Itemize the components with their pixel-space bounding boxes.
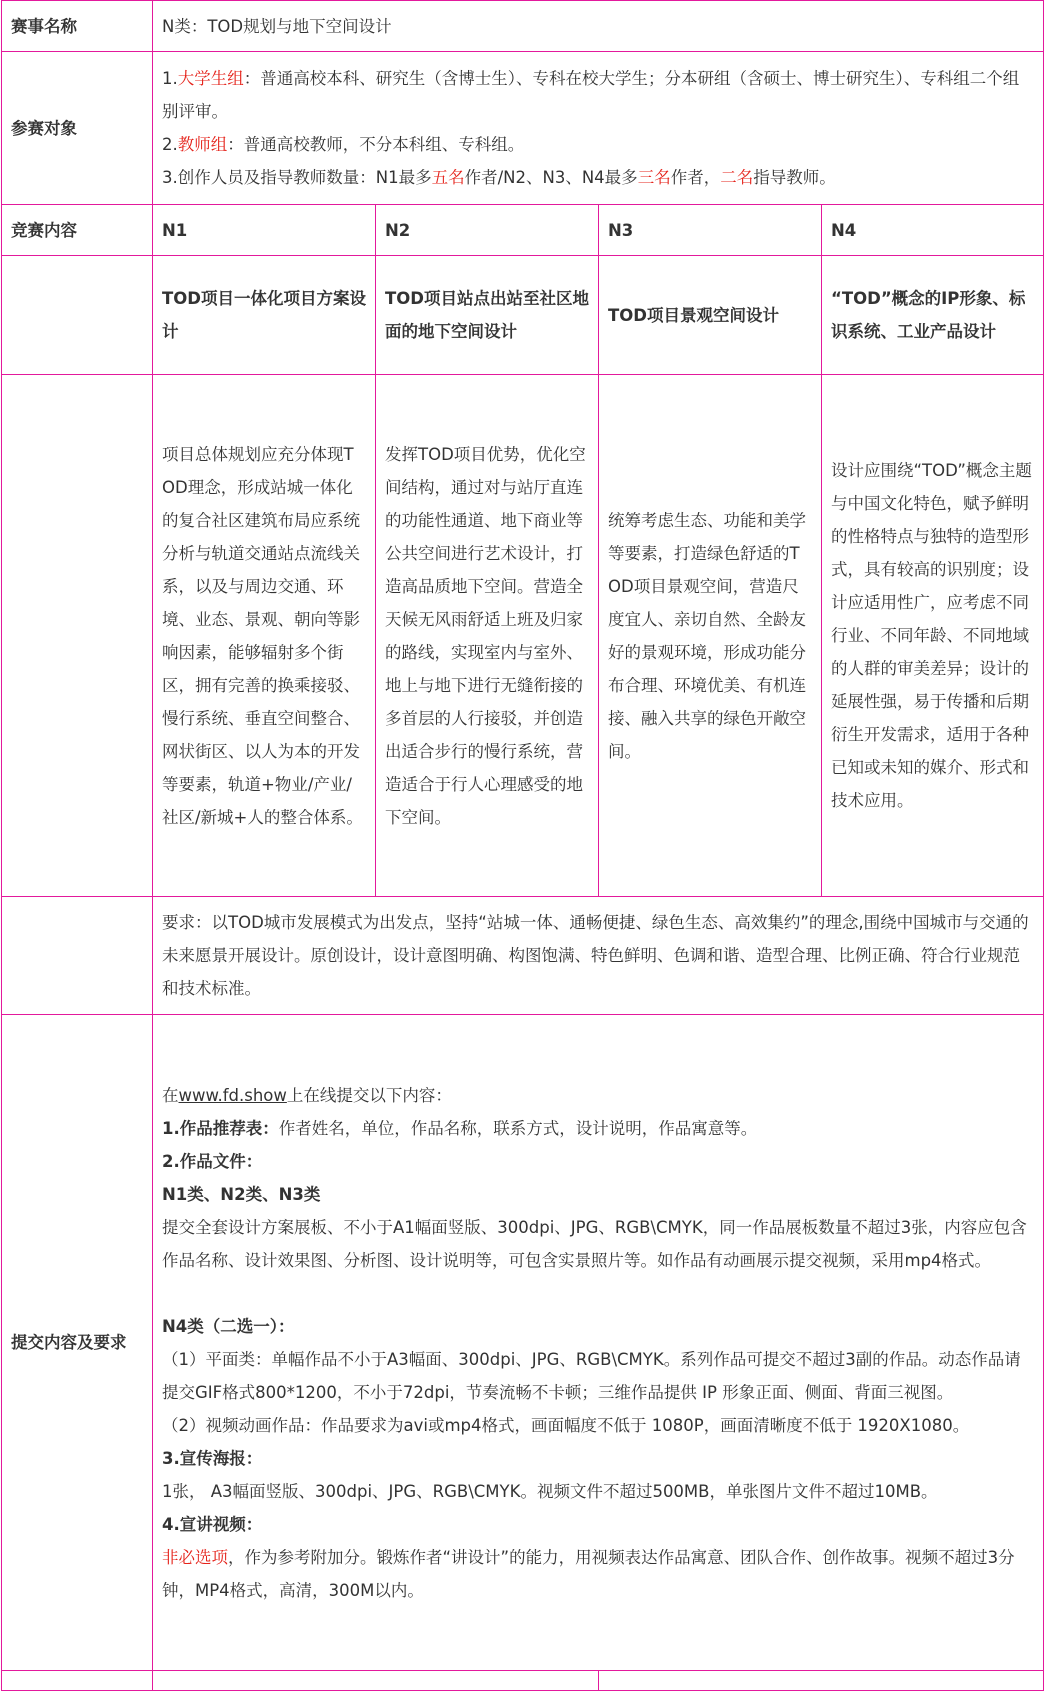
requirement-label-empty: [2, 897, 153, 1015]
n123-text: 提交全套设计方案展板、不小于A1幅面竖版、300dpi、JPG、RGB\CMYK，同一作品展板数量不超过3张，内容应包含作品名称、设计效果图、分析图、设计说明等，可包含实景照片等。如作品有动画展示提交视频，采用mp4格式。: [162, 1217, 1027, 1270]
col-n2: N2: [376, 205, 599, 256]
two-teachers-highlight: 二名: [720, 168, 754, 187]
row-participants: [2, 52, 1044, 205]
participants-line-2: [162, 128, 1034, 161]
submission-item-2-title: 2.作品文件：: [162, 1151, 263, 1171]
l3-text-b: 作者/N2、N3、N4最多: [464, 168, 638, 187]
n123-title: N1类、N2类、N3类: [162, 1184, 321, 1204]
col-n4: N4: [822, 205, 1044, 256]
participants-label: 参赛对象: [2, 52, 153, 205]
submission-item-4-text: [162, 1541, 1034, 1607]
desc-n1: 项目总体规划应充分体现TOD理念，形成站城一体化的复合社区建筑布局应系统分析与轨道交通站点流线关系，以及与周边交通、环境、业态、景观、朝向等影响因素，能够辐射多个街区，拥有完善的换乘接驳、慢行系统、垂直空间整合、网状街区、以人为本的开发等要素，轨道+物业/产业/社区/新城+人的整合体系。: [153, 375, 376, 897]
student-group-highlight: 大学生组: [177, 69, 244, 88]
intro-pre: 在: [162, 1085, 179, 1105]
submission-intro: [162, 1079, 1034, 1112]
col-n1: N1: [153, 205, 376, 256]
submission-item-3-title: 3.宣传海报：: [162, 1448, 263, 1468]
item1-text: 作者姓名，单位，作品名称，联系方式，设计说明，作品寓意等。: [278, 1118, 758, 1138]
competition-label: 赛事名称: [2, 1, 153, 52]
row-content-header: [2, 205, 1044, 256]
l1-prefix: 1.: [162, 69, 178, 88]
l3-text-a: 3.创作人员及指导教师数量：N1最多: [162, 168, 432, 187]
row-requirement: [2, 897, 1044, 1015]
l2-text: ：普通高校教师，不分本科组、专科组。: [227, 135, 525, 154]
submission-item-1: [162, 1112, 1034, 1145]
three-authors-highlight: 三名: [637, 168, 671, 187]
l2-prefix: 2.: [162, 135, 178, 154]
row-content-titles: [2, 256, 1044, 375]
submission-label: 提交内容及要求: [2, 1015, 153, 1671]
row-submission: [2, 1015, 1044, 1671]
titles-label-empty: [2, 256, 153, 375]
next-cell-2: [153, 1671, 599, 1691]
participants-line-1: [162, 62, 1034, 128]
n4-option-b: （2）视频动画作品：作品要求为avi或mp4格式，画面幅度不低于 1080P，画面清晰度不低于 1920X1080。: [162, 1415, 970, 1435]
submission-item-3-text: 1张， A3幅面竖版、300dpi、JPG、RGB\CMYK。视频文件不超过500MB，单张图片文件不超过10MB。: [162, 1481, 938, 1501]
competition-table: [1, 0, 1044, 1691]
fd-show-link[interactable]: www.fd.show: [178, 1085, 287, 1105]
item1-title: 1.作品推荐表：: [162, 1118, 279, 1138]
desc-n3: 统筹考虑生态、功能和美学等要素，打造绿色舒适的TOD项目景观空间，营造尺度宜人、亲切自然、全龄友好的景观环境，形成功能分布合理、环境优美、有机连接、融入共享的绿色开敞空间。: [599, 375, 822, 897]
l3-text-d: 指导教师。: [753, 168, 836, 187]
title-n2: TOD项目站点出站至社区地面的地下空间设计: [376, 256, 599, 375]
next-cell-3: [599, 1671, 1044, 1691]
competition-value: N类：TOD规划与地下空间设计: [153, 1, 1044, 52]
title-n4: “TOD”概念的IP形象、标识系统、工业产品设计: [822, 256, 1044, 375]
submission-item-4-title: 4.宣讲视频：: [162, 1514, 263, 1534]
item4-text: ，作为参考附加分。锻炼作者“讲设计”的能力，用视频表达作品寓意、团队合作、创作故事。视频不超过3分钟，MP4格式，高清，300M以内。: [162, 1547, 1015, 1600]
five-authors-highlight: 五名: [431, 168, 465, 187]
row-content-descriptions: [2, 375, 1044, 897]
title-n1: TOD项目一体化项目方案设计: [153, 256, 376, 375]
intro-post: 上在线提交以下内容：: [286, 1085, 452, 1105]
optional-highlight: 非必选项: [162, 1547, 228, 1567]
col-n3: N3: [599, 205, 822, 256]
spacer: [162, 1277, 1034, 1310]
row-competition-name: [2, 1, 1044, 52]
requirement-text: 要求：以TOD城市发展模式为出发点，坚持“站城一体、通畅便捷、绿色生态、高效集约”的理念,围绕中国城市与交通的未来愿景开展设计。原创设计，设计意图明确、构图饱满、特色鲜明、色调和谐、造型合理、比例正确、符合行业规范和技术标准。: [153, 897, 1044, 1015]
l1-text: ：普通高校本科、研究生（含博士生）、专科在校大学生；分本研组（含硕士、博士研究生）、专科组二个组别评审。: [162, 69, 1020, 121]
title-n3: TOD项目景观空间设计: [599, 256, 822, 375]
participants-content: [153, 52, 1044, 205]
participants-line-3: [162, 161, 1034, 194]
n4-title: N4类（二选一）：: [162, 1316, 295, 1336]
n4-option-a: （1）平面类：单幅作品不小于A3幅面、300dpi、JPG、RGB\CMYK。系列作品可提交不超过3副的作品。动态作品请提交GIF格式800*1200，不小于72dpi，节奏流畅不卡顿；三维作品提供 IP 形象正面、侧面、背面三视图。: [162, 1349, 1021, 1402]
submission-content: [153, 1015, 1044, 1671]
desc-n2: 发挥TOD项目优势，优化空间结构，通过对与站厅直连的功能性通道、地下商业等公共空间进行艺术设计，打造高品质地下空间。营造全天候无风雨舒适上班及归家的路线，实现室内与室外、地上与地下进行无缝衔接的多首层的人行接驳，并创造出适合步行的慢行系统，营造适合于行人心理感受的地下空间。: [376, 375, 599, 897]
row-next-partial: [2, 1671, 1044, 1691]
next-cell-1: [2, 1671, 153, 1691]
teacher-group-highlight: 教师组: [177, 135, 228, 154]
content-label: 竞赛内容: [2, 205, 153, 256]
desc-n4: 设计应围绕“TOD”概念主题与中国文化特色，赋予鲜明的性格特点与独特的造型形式，具有较高的识别度；设计应适用性广，应考虑不同行业、不同年龄、不同地域的人群的审美差异；设计的延展性强，易于传播和后期衍生开发需求，适用于各种已知或未知的媒介、形式和技术应用。: [822, 375, 1044, 897]
l3-text-c: 作者，: [670, 168, 721, 187]
descs-label-empty: [2, 375, 153, 897]
